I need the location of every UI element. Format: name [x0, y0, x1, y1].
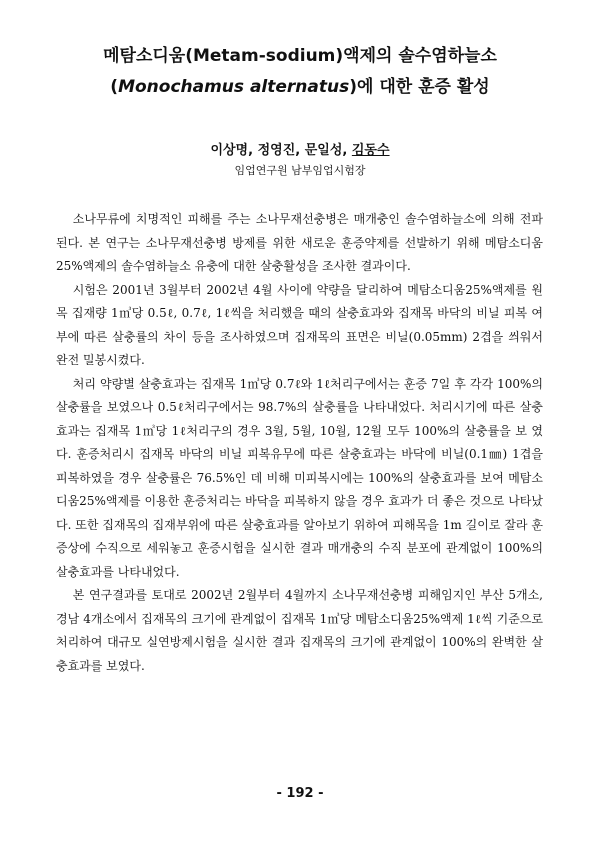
title-line-2-rest: )에 대한 훈증 활성: [349, 77, 490, 97]
paragraph-3: 처리 약량별 살충효과는 집재목 1㎥당 0.7ℓ와 1ℓ처리구에서는 훈증 7일 후 각각 100%의 살충률을 보였으나 0.5ℓ처리구에서는 98.7%의 살충률을 나타내었다. 처리시기에 따른 살충효과는 집재목 1㎥당 1ℓ처리구의 경우 3월, 5월, 10월, 12월 모두 100%의 살충률을 보 였다. 훈증처리시 집재목 바닥의 비닐 피복유무에 따른 살충효과는 바닥에 비닐(0.1㎜) 1겹을 피복하였을 경우 살충률은 76.5%인 데 비해 미피복시에는 100%의 살충효과를 보여 메탐소디움25%액제를 이용한 훈증처리는 바닥을 피복하지 않을 경우 효과가 더 좋은 것으로 나타났다. 또한 집재목의 집재부위에 따른 살충효과를 알아보기 위하여 피해목을 1m 길이로 잘라 훈증상에 수직으로 세워놓고 훈증시험을 실시한 결과 매개충의 수직 분포에 관계없이 100%의 살충효과를 나타내었다.: [56, 376, 543, 579]
author-list: 이상명, 정영진, 문일성,: [210, 143, 352, 158]
species-name: Monochamus alternatus: [118, 77, 350, 97]
title-line-1: 메탐소디움(Metam-sodium)액제의 솔수염하늘소: [103, 46, 497, 66]
paragraph-1: 소나무류에 치명적인 피해를 주는 소나무재선충병은 매개충인 솔수염하늘소에 의해 전파된다. 본 연구는 소나무재선충병 방제를 위한 새로운 훈증약제를 선발하기 위해 메탐소디움25%액제의 솔수염하늘소 유충에 대한 살충활성을 조사한 결과이다.: [56, 212, 543, 273]
authors: [0, 141, 600, 161]
paragraph-2: 시험은 2001년 3월부터 2002년 4월 사이에 약량을 달리하여 메탐소디움25%액제를 원목 집재량 1㎥당 0.5ℓ, 0.7ℓ, 1ℓ씩을 처리했을 때의 살충효과와 집재목 바닥의 비닐 피복 여부에 따른 살충률의 차이 등을 조사하였으며 집재목의 표면은 비닐(0.05mm) 2겹을 씌워서 완전 밀봉시켰다.: [56, 282, 543, 367]
title-line-2: (Monochamus alternatus)에 대한 훈증 활성: [110, 77, 490, 97]
paragraph-4: 본 연구결과를 토대로 2002년 2월부터 4월까지 소나무재선충병 피해임지인 부산 5개소, 경남 4개소에서 집재목의 크기에 관계없이 집재목 1㎥당 메탐소디움25%액제 1ℓ씩 기준으로 처리하여 대규모 실연방제시험을 실시한 결과 집재목의 크기에 관계없이 100%의 완벽한 살충효과를 보였다.: [56, 588, 543, 673]
abstract-body: [56, 208, 543, 678]
affiliation: 임업연구원 남부임업시험장: [234, 164, 366, 177]
presenting-author: 김동수: [351, 143, 390, 158]
paper-title: [0, 41, 600, 103]
page-number: - 192 -: [276, 786, 324, 801]
